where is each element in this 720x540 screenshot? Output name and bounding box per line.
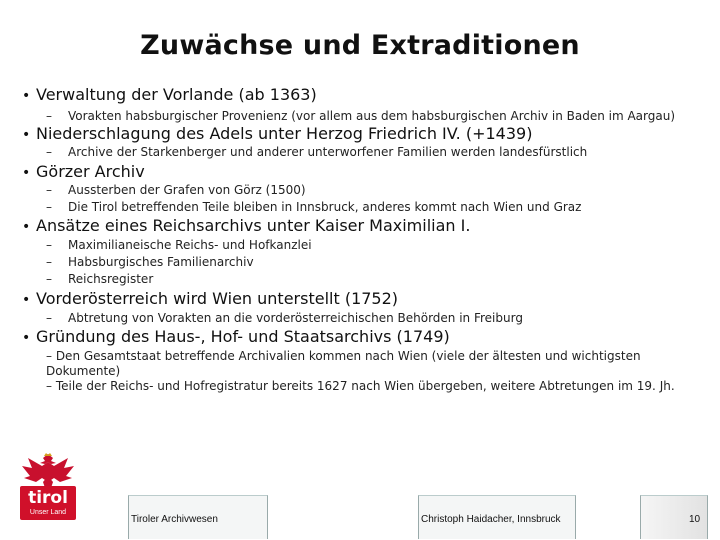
bullet-item: [22, 86, 317, 105]
sub-item-text: Abtretung von Vorakten an die vorderösterreichischen Behörden in Freiburg: [68, 311, 523, 325]
sub-item-text: Archive der Starkenberger und anderer unterworfener Familien werden landesfürstlich: [68, 145, 588, 159]
footer-center: Christoph Haidacher, Innsbruck: [418, 495, 576, 539]
bullet-dot-icon: •: [22, 292, 31, 308]
bullet-item: [22, 125, 532, 144]
sub-item: – Vorakten habsburgischer Provenienz (vor allem aus dem habsburgischen Archiv in Baden im Aargau): [46, 109, 676, 123]
sub-item-text: Habsburgisches Familienarchiv: [68, 255, 254, 269]
sub-item-text: Maximilianeische Reichs- und Hofkanzlei: [68, 238, 312, 252]
bullet-text: Niederschlagung des Adels unter Herzog Friedrich IV. (+1439): [36, 124, 533, 143]
slide-title: Zuwächse und Extraditionen: [140, 30, 580, 61]
bullet-item: [22, 328, 450, 347]
bullet-dot-icon: •: [22, 127, 31, 143]
bullet-dot-icon: •: [22, 165, 31, 181]
sub-item: – Reichsregister: [46, 272, 154, 286]
bullet-item: [22, 290, 398, 309]
sub-item: – Habsburgisches Familienarchiv: [46, 255, 254, 269]
bullet-item: [22, 217, 470, 236]
sub-item-text: Vorakten habsburgischer Provenienz (vor allem aus dem habsburgischen Archiv in Baden im Aargau): [68, 109, 676, 123]
bullet-dot-icon: •: [22, 88, 31, 104]
sub-item: – Die Tirol betreffenden Teile bleiben in Innsbruck, anderes kommt nach Wien und Graz: [46, 200, 582, 214]
sub-paragraph: – Den Gesamtstaat betreffende Archivalien kommen nach Wien (viele der ältesten und wichtigsten Dokumente): [46, 349, 641, 378]
sub-item: – Abtretung von Vorakten an die vorderösterreichischen Behörden in Freiburg: [46, 311, 523, 325]
page-number: 10: [640, 495, 708, 539]
footer-left: Tiroler Archivwesen: [128, 495, 268, 539]
sub-item-text: Aussterben der Grafen von Görz (1500): [68, 183, 306, 197]
logo-badge: [20, 486, 76, 520]
bullet-dot-icon: •: [22, 330, 31, 346]
logo-word: tirol: [28, 488, 68, 508]
bullet-text: Görzer Archiv: [36, 162, 145, 181]
bullet-text: Verwaltung der Vorlande (ab 1363): [36, 85, 317, 104]
sub-item: – Maximilianeische Reichs- und Hofkanzlei: [46, 238, 312, 252]
sub-item-text: Reichsregister: [68, 272, 154, 286]
bullet-text: Ansätze eines Reichsarchivs unter Kaiser Maximilian I.: [36, 216, 471, 235]
tirol-logo: [20, 452, 76, 520]
bullet-text: Gründung des Haus-, Hof- und Staatsarchivs (1749): [36, 327, 450, 346]
sub-item-text: Die Tirol betreffenden Teile bleiben in Innsbruck, anderes kommt nach Wien und Graz: [68, 200, 582, 214]
bullet-text: Vorderösterreich wird Wien unterstellt (1752): [36, 289, 399, 308]
sub-paragraph: – Teile der Reichs- und Hofregistratur bereits 1627 nach Wien übergeben, weitere Abtretungen im 19. Jh.: [46, 379, 675, 393]
sub-item: – Archive der Starkenberger und anderer unterworfener Familien werden landesfürstlich: [46, 145, 588, 159]
bullet-dot-icon: •: [22, 219, 31, 235]
logo-tagline: Unser Land: [29, 509, 67, 516]
sub-item: – Aussterben der Grafen von Görz (1500): [46, 183, 306, 197]
bullet-item: [22, 163, 145, 182]
